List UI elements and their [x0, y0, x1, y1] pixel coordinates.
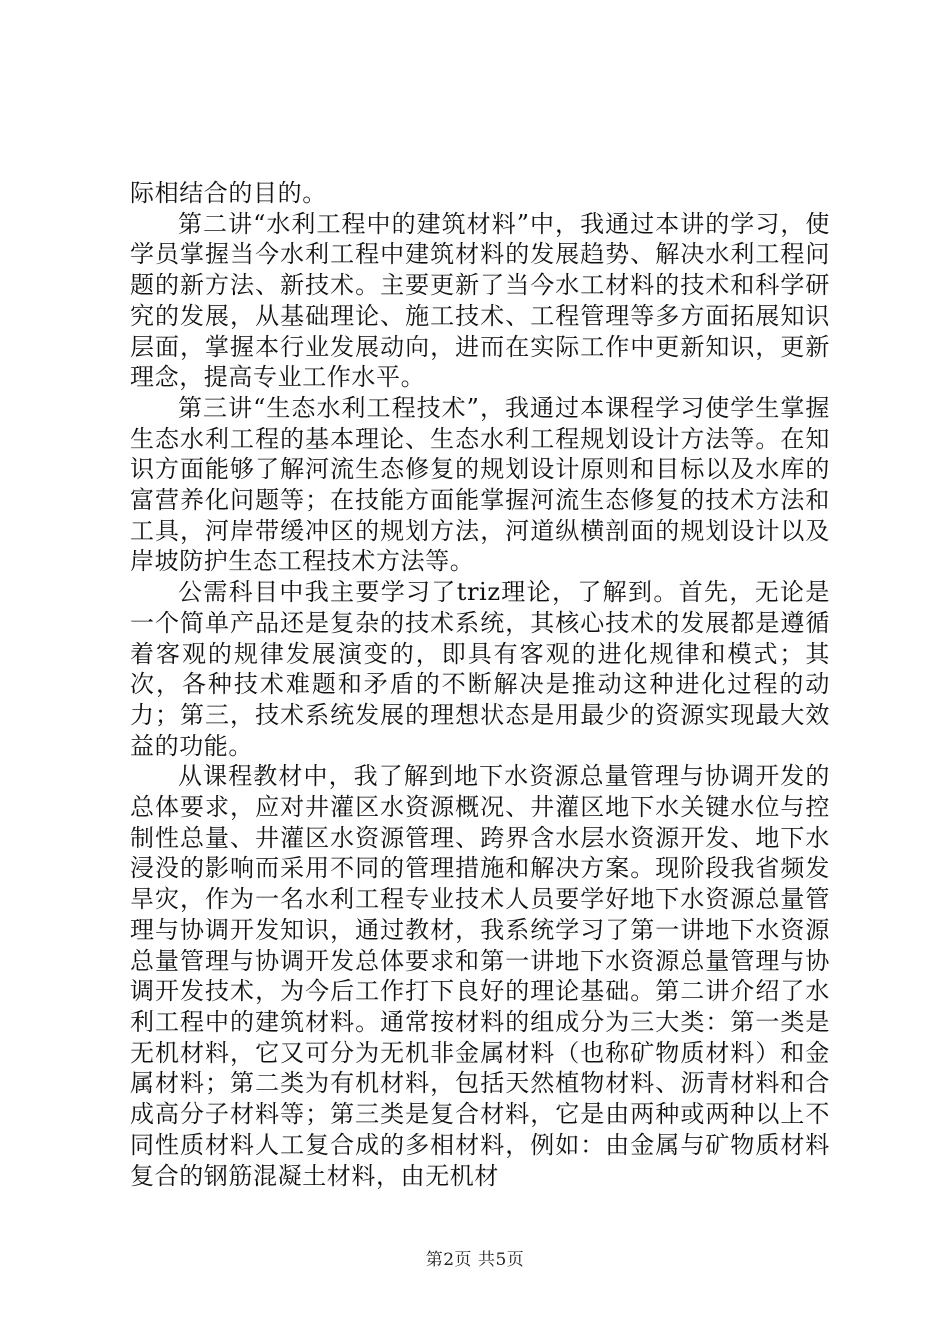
paragraph-groundwater: 从课程教材中，我了解到地下水资源总量管理与协调开发的总体要求，应对井灌区水资源概况、井灌区地下水关键水位与控制性总量、井灌区水资源管理、跨界含水层水资源开发、地下水浸没的影响而采用不同的管理措施和解决方案。现阶段我省频发旱灾，作为一名水利工程专业技术人员要学好地下水资源总量管理与协调开发知识，通过教材，我系统学习了第一讲地下水资源总量管理与协调开发总体要求和第一讲地下水资源总量管理与协调开发技术，为今后工作打下良好的理论基础。第二讲介绍了水利工程中的建筑材料。通常按材料的组成分为三大类：第一类是无机材料，它又可分为无机非金属材料（也称矿物质材料）和金属材料；第二类为有机材料，包括天然植物材料、沥青材料和合成高分子材料等；第三类是复合材料，它是由两种或两种以上不同性质材料人工复合成的多相材料，例如：由金属与矿物质材料复合的钢筋混凝土材料，由无机材	[130, 762, 830, 1190]
paragraph-triz: 公需科目中我主要学习了triz理论，了解到。首先，无论是一个简单产品还是复杂的技术系统，其核心技术的发展都是遵循着客观的规律发展演变的，即具有客观的进化规律和模式；其次，各种技术难题和矛盾的不断解决是推动这种进化过程的动力；第三，技术系统发展的理想状态是用最少的资源实现最大效益的功能。	[130, 578, 830, 760]
page-number: 第2页 共5页	[425, 1250, 525, 1270]
page-body	[130, 178, 830, 1191]
paragraph-lecture-two: 第二讲“水利工程中的建筑材料”中，我通过本讲的学习，使学员掌握当今水利工程中建筑材料的发展趋势、解决水利工程问题的新方法、新技术。主要更新了当今水工材料的技术和科学研究的发展，从基础理论、施工技术、工程管理等多方面拓展知识层面，掌握本行业发展动向，进而在实际工作中更新知识，更新理念，提高专业工作水平。	[130, 209, 830, 392]
page-footer	[0, 1245, 950, 1270]
paragraph-continuation: 际相结合的目的。	[130, 179, 327, 207]
paragraph-lecture-three: 第三讲“生态水利工程技术”，我通过本课程学习使学生掌握生态水利工程的基本理论、生态水利工程规划设计方法等。在知识方面能够了解河流生态修复的规划设计原则和目标以及水库的富营养化问题等；在技能方面能掌握河流生态修复的技术方法和工具，河岸带缓冲区的规划方法，河道纵横剖面的规划设计以及岸坡防护生态工程技术方法等。	[130, 393, 830, 576]
